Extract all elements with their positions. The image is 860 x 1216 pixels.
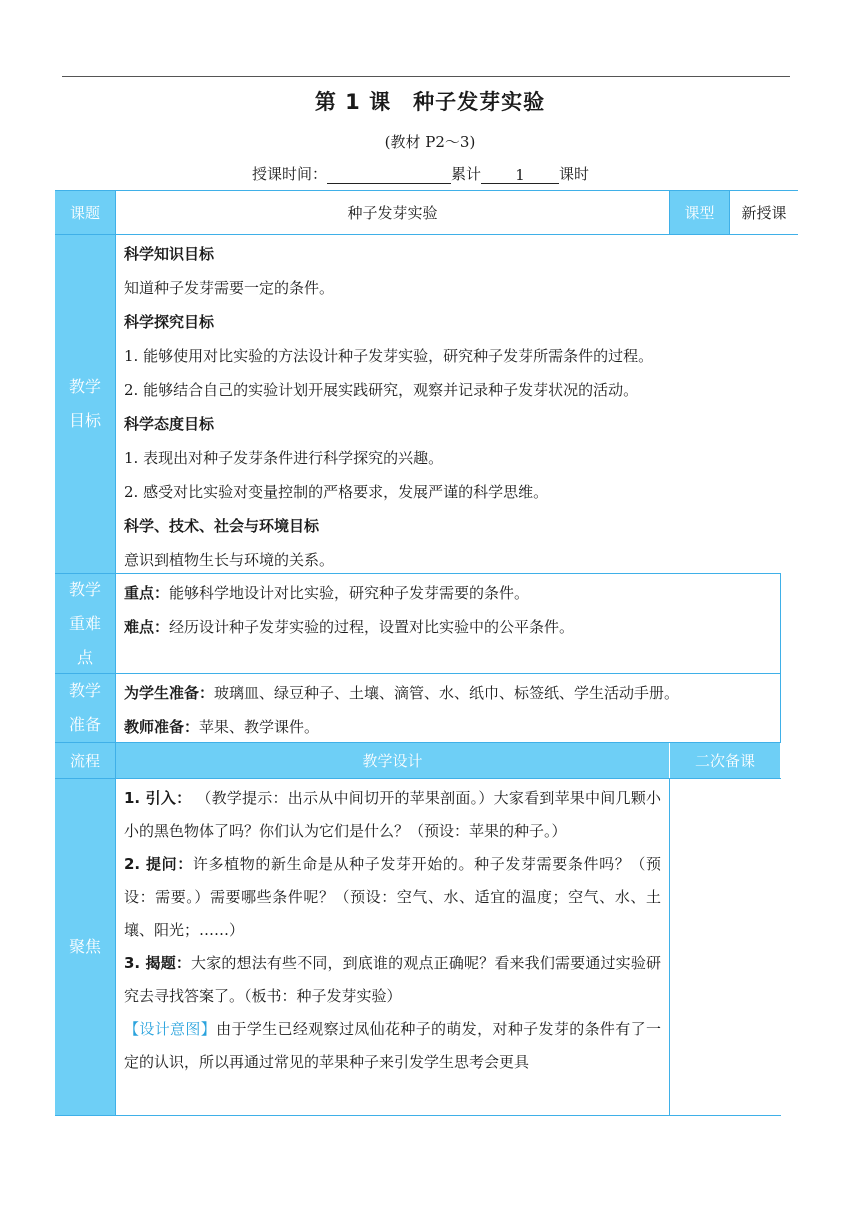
lesson-type-label: 课型 bbox=[670, 191, 729, 234]
class-time-line bbox=[252, 163, 589, 184]
time-blank[interactable] bbox=[327, 166, 451, 184]
teacher-prep-text: 苹果、教学课件。 bbox=[199, 718, 320, 736]
preparation-content bbox=[124, 676, 778, 744]
focus-content bbox=[124, 782, 661, 1079]
difficult-point-line bbox=[124, 610, 774, 644]
design-intent-label: 【设计意图】 bbox=[124, 1020, 217, 1038]
step-label: 1. 引入： bbox=[124, 789, 192, 807]
focus-step-question bbox=[124, 848, 661, 947]
focus-label-text: 聚焦 bbox=[68, 937, 101, 956]
key-text: 能够科学地设计对比实验，研究种子发芽需要的条件。 bbox=[169, 584, 530, 602]
focus-label bbox=[55, 779, 115, 1115]
knowledge-heading: 科学知识目标 bbox=[124, 245, 215, 263]
period-label: 课时 bbox=[559, 165, 590, 183]
focus-step-reveal bbox=[124, 947, 661, 1013]
difficult-label: 难点： bbox=[124, 618, 170, 636]
flow-header-second-prep: 二次备课 bbox=[670, 743, 780, 778]
time-label: 授课时间： bbox=[252, 165, 328, 183]
key-point-line bbox=[124, 576, 774, 610]
grid-line bbox=[55, 673, 781, 674]
attitude-item: 1. 表现出对种子发芽条件进行科学探究的兴趣。 bbox=[124, 449, 444, 467]
grid-line bbox=[55, 234, 798, 235]
inquiry-heading: 科学探究目标 bbox=[124, 313, 215, 331]
student-prep-text: 玻璃皿、绿豆种子、土壤、滴管、水、纸巾、标签纸、学生活动手册。 bbox=[214, 684, 680, 702]
objectives-label-line: 教学 bbox=[68, 377, 101, 396]
objectives-label-line: 目标 bbox=[68, 411, 101, 430]
page-title bbox=[0, 86, 860, 116]
inquiry-item: 1. 能够使用对比实验的方法设计种子发芽实验，研究种子发芽所需条件的过程。 bbox=[124, 347, 654, 365]
step-label: 3. 揭题： bbox=[124, 954, 192, 972]
teacher-prep-line bbox=[124, 710, 778, 744]
attitude-item: 2. 感受对比实验对变量控制的严格要求，发展严谨的科学思维。 bbox=[124, 483, 549, 501]
key-points-label-line: 重难 bbox=[68, 613, 101, 633]
design-intent bbox=[124, 1013, 661, 1079]
teacher-prep-label: 教师准备： bbox=[124, 718, 200, 736]
student-prep-label: 为学生准备： bbox=[124, 684, 215, 702]
total-label: 累计 bbox=[451, 165, 482, 183]
preparation-label bbox=[55, 674, 115, 742]
objectives-label bbox=[55, 235, 115, 573]
flow-header-process: 流程 bbox=[55, 743, 115, 778]
student-prep-line bbox=[124, 676, 778, 710]
difficult-text: 经历设计种子发芽实验的过程，设置对比实验中的公平条件。 bbox=[169, 618, 575, 636]
key-points-label bbox=[55, 574, 115, 673]
key-points-content bbox=[124, 576, 774, 644]
sts-item: 意识到植物生长与环境的关系。 bbox=[124, 551, 335, 569]
design-intent-text: 由于学生已经观察过凤仙花种子的萌发，对种子发芽的条件有了一定的认识，所以再通过常见的苹果种子来引发学生思考会更具 bbox=[124, 1020, 661, 1071]
key-points-label-line: 教学 bbox=[68, 579, 101, 599]
step-text: 许多植物的新生命是从种子发芽开始的。种子发芽需要条件吗？（预设：需要。）需要哪些条件呢？（预设：空气、水、适宜的温度；空气、水、土壤、阳光；……） bbox=[124, 855, 661, 939]
grid-line bbox=[55, 1115, 781, 1116]
attitude-heading: 科学态度目标 bbox=[124, 415, 215, 433]
textbook-reference: (教材 P2～3) bbox=[384, 133, 476, 151]
topic-value: 种子发芽实验 bbox=[347, 204, 438, 222]
step-text: （教学提示：出示从中间切开的苹果剖面。）大家看到苹果中间几颗小小的黑色物体了吗？你们认为它们是什么？（预设：苹果的种子。） bbox=[124, 789, 662, 840]
grid-line bbox=[780, 573, 781, 742]
preparation-label-line: 准备 bbox=[68, 715, 101, 734]
total-blank[interactable]: 1 bbox=[481, 166, 559, 184]
top-rule bbox=[62, 76, 790, 77]
knowledge-item: 知道种子发芽需要一定的条件。 bbox=[124, 279, 335, 297]
step-label: 2. 提问： bbox=[124, 855, 193, 873]
key-points-label-line: 点 bbox=[76, 647, 93, 667]
objectives-content bbox=[124, 237, 774, 577]
sts-heading: 科学、技术、社会与环境目标 bbox=[124, 517, 320, 535]
preparation-label-line: 教学 bbox=[68, 681, 101, 700]
lesson-number: 第 1 课 bbox=[314, 90, 392, 114]
lesson-title: 种子发芽实验 bbox=[413, 90, 546, 114]
inquiry-item: 2. 能够结合自己的实验计划开展实践研究，观察并记录种子发芽状况的活动。 bbox=[124, 381, 639, 399]
lesson-type-value: 新授课 bbox=[741, 204, 787, 222]
second-prep-cell[interactable] bbox=[670, 779, 780, 1115]
step-text: 大家的想法有些不同，到底谁的观点正确呢？看来我们需要通过实验研究去寻找答案了。（板书：种子发芽实验） bbox=[124, 954, 661, 1005]
key-label: 重点： bbox=[124, 584, 170, 602]
topic-label: 课题 bbox=[55, 191, 115, 234]
flow-header-design: 教学设计 bbox=[116, 743, 669, 778]
focus-step-intro bbox=[124, 782, 661, 848]
grid-line bbox=[115, 190, 116, 1115]
